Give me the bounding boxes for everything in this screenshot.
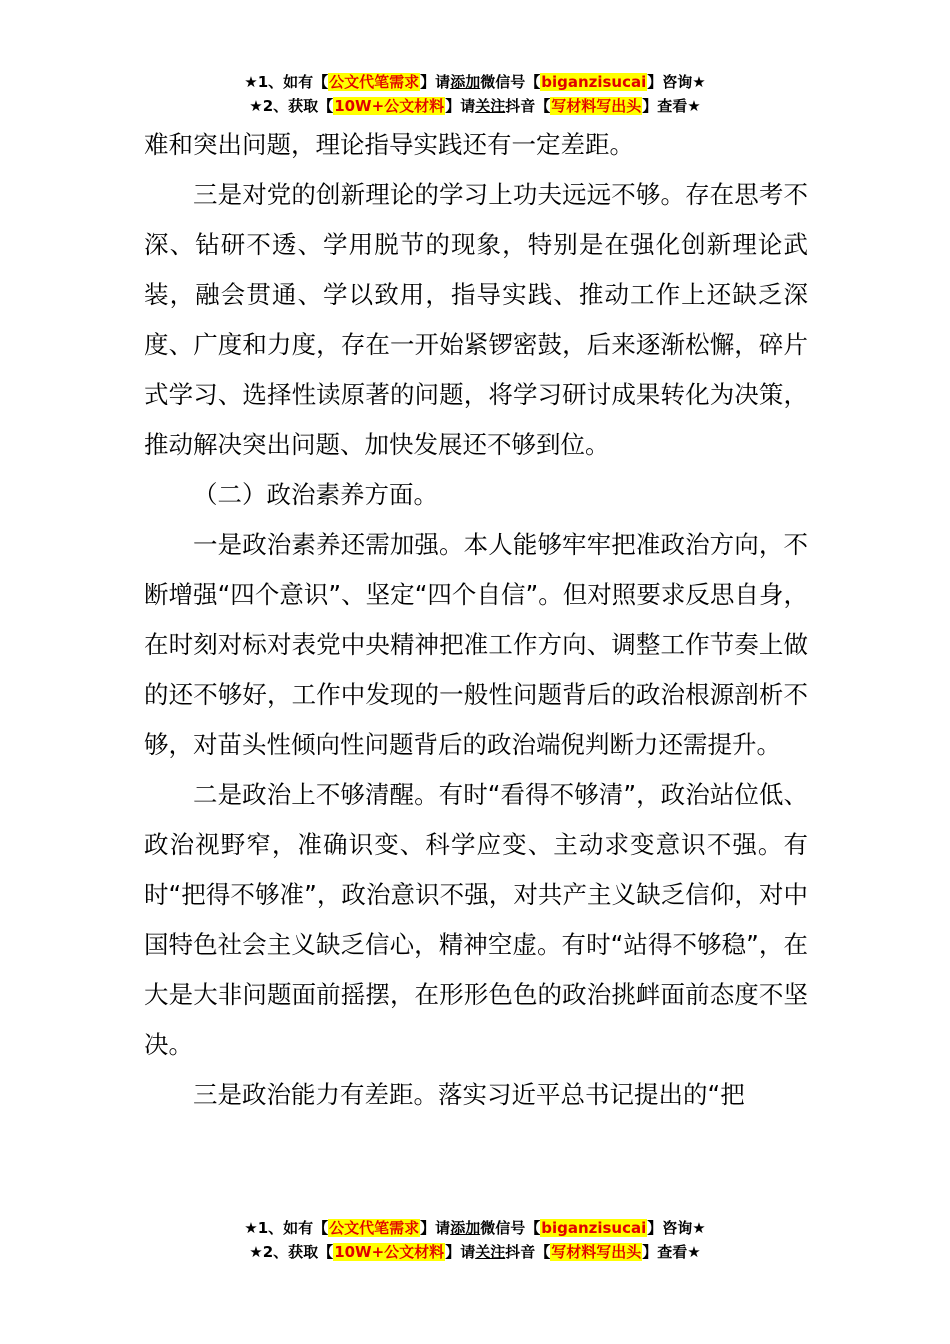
paragraph: 三是政治能力有差距。落实习近平总书记提出的“把 — [193, 1080, 745, 1109]
banner-underline: 关注 — [475, 1243, 506, 1261]
banner-underline: 关注 — [475, 97, 506, 115]
banner-line-1 — [0, 70, 950, 94]
banner-line-2 — [0, 94, 950, 118]
banner-highlight: 写材料写出头 — [551, 1243, 642, 1261]
banner-line-1 — [0, 1216, 950, 1240]
banner-highlight: 10W+公文材料 — [334, 97, 445, 115]
section-heading: （二）政治素养方面。 — [193, 480, 438, 509]
banner-highlight: 公文代笔需求 — [329, 73, 420, 91]
banner-highlight: 公文代笔需求 — [329, 1219, 420, 1237]
paragraph: 三是对党的创新理论的学习上功夫远远不够。存在思考不深、钻研不透、学用脱节的现象，特别是在强化创新理论武装，融会贯通、学以致用，指导实践、推动工作上还缺乏深度、广度和力度，存在一开始紧锣密鼓，后来逐渐松懈，碎片式学习、选择性读原著的问题，将学习研讨成果转化为决策，推动解决突出问题、加快发展还不够到位。 — [144, 180, 808, 459]
banner-text: ★1、如有【 — [244, 1219, 329, 1237]
banner-text: 抖音【 — [505, 97, 551, 115]
banner-text: 抖音【 — [505, 1243, 551, 1261]
footer-banner — [0, 1216, 950, 1264]
banner-text: 】请 — [445, 1243, 476, 1261]
banner-text: 微信号【 — [480, 1219, 541, 1237]
banner-underline: 添加 — [450, 73, 481, 91]
paragraph: 一是政治素养还需加强。本人能够牢牢把准政治方向，不断增强“四个意识”、坚定“四个自信”。但对照要求反思自身，在时刻对标对表党中央精神把准工作方向、调整工作节奏上做的还不够好，工作中发现的一般性问题背后的政治根源剖析不够，对苗头性倾向性问题背后的政治端倪判断力还需提升。 — [144, 530, 808, 759]
banner-highlight: biganzisucai — [541, 1219, 647, 1237]
document-body — [144, 120, 808, 1120]
banner-text: 】请 — [420, 73, 451, 91]
banner-text: 】咨询★ — [647, 1219, 706, 1237]
banner-line-2 — [0, 1240, 950, 1264]
banner-text: 】查看★ — [642, 97, 701, 115]
paragraph: 二是政治上不够清醒。有时“看得不够清”，政治站位低、政治视野窄，准确识变、科学应变、主动求变意识不强。有时“把得不够准”，政治意识不强，对共产主义缺乏信仰，对中国特色社会主义缺乏信心，精神空虚。有时“站得不够稳”，在大是大非问题面前摇摆，在形形色色的政治挑衅面前态度不坚决。 — [144, 780, 808, 1059]
banner-text: 】咨询★ — [647, 73, 706, 91]
banner-text: ★2、获取【 — [249, 97, 334, 115]
header-banner — [0, 70, 950, 118]
banner-underline: 添加 — [450, 1219, 481, 1237]
paragraph: 难和突出问题，理论指导实践还有一定差距。 — [144, 130, 634, 159]
banner-text: ★2、获取【 — [249, 1243, 334, 1261]
banner-text: 】请 — [445, 97, 476, 115]
banner-text: 】查看★ — [642, 1243, 701, 1261]
banner-highlight: biganzisucai — [541, 73, 647, 91]
banner-highlight: 10W+公文材料 — [334, 1243, 445, 1261]
banner-text: 】请 — [420, 1219, 451, 1237]
banner-text: 微信号【 — [480, 73, 541, 91]
banner-text: ★1、如有【 — [244, 73, 329, 91]
banner-highlight: 写材料写出头 — [551, 97, 642, 115]
